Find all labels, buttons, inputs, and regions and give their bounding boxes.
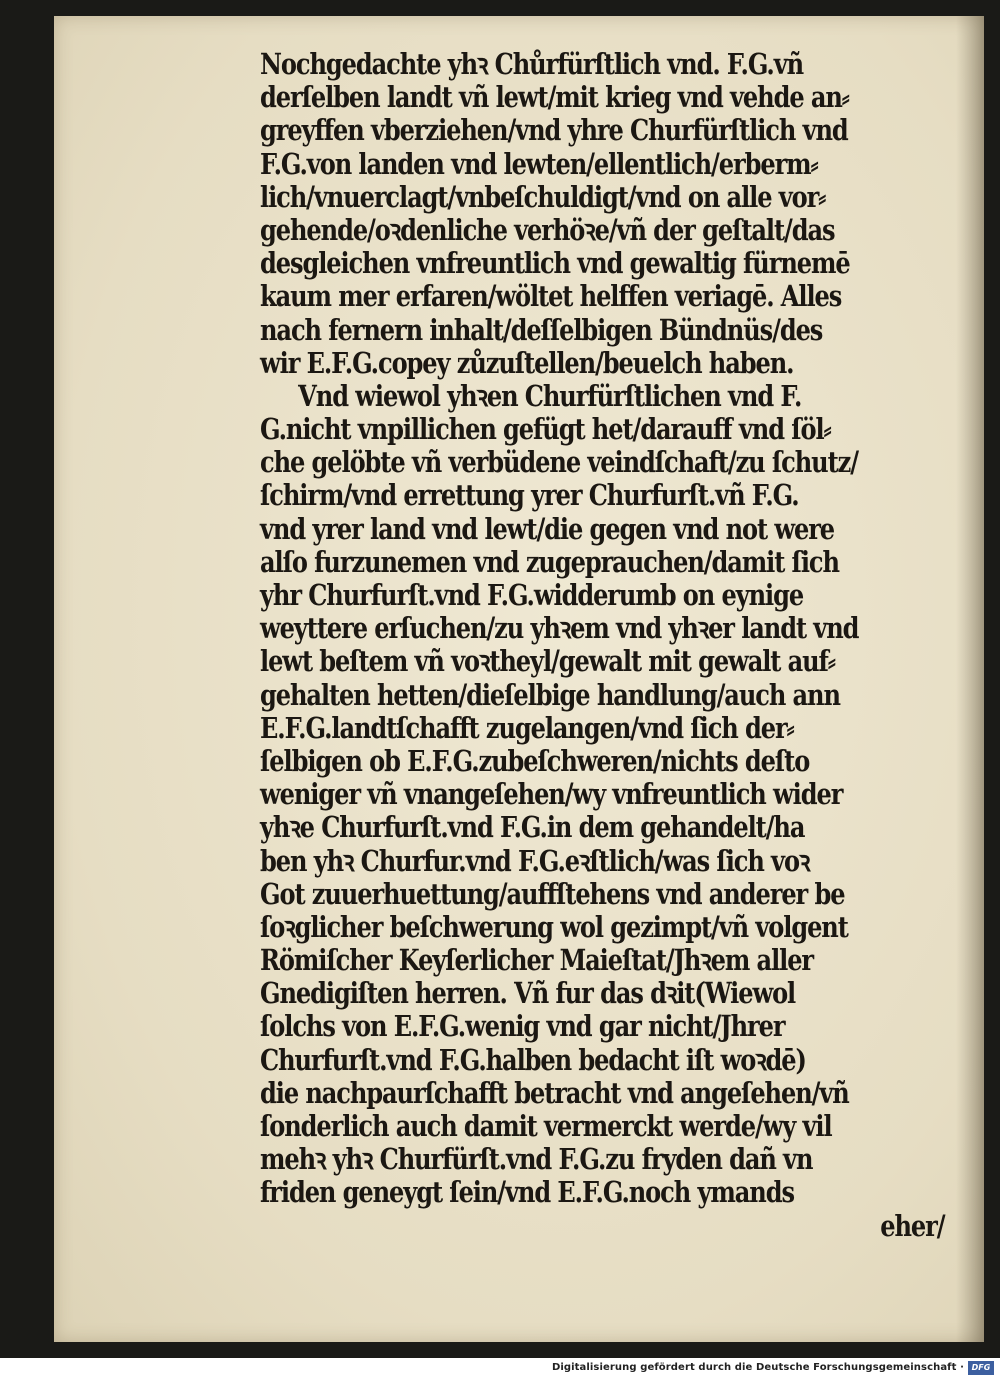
text-line-20: gehalten hetten/dieſelbige handlung/auch ann [260,677,840,712]
page-text [260,48,966,1243]
dfg-logo-icon: DFG [968,1361,994,1375]
text-line-12: G.nicht vnpillichen gefügt het/darauff vnd ſöl⸗ [260,412,831,447]
text-line-24: yhꝛe Churfurſt.vnd F.G.in dem gehandelt/ha [260,810,805,845]
text-line-10: wir E.F.G.copey zůzuſtellen/beuelch haben. [260,345,794,380]
book-page [54,16,984,1342]
text-line-6: gehende/oꝛdenliche verhöꝛe/vñ der geſtalt/das [260,212,835,247]
text-line-15: vnd yrer land vnd lewt/die gegen vnd not were [260,511,835,546]
text-line-28: Römiſcher Keyſerlicher Maieſtat/Jhꝛem aller [260,943,814,978]
text-line-19: lewt beſtem vñ voꝛtheyl/gewalt mit gewalt auf⸗ [260,644,835,679]
text-line-2: derſelben landt vñ lewt/mit krieg vnd vehde an⸗ [260,80,849,115]
text-line-27: ſoꝛglicher beſchwerung wol gezimpt/vñ volgent [260,909,848,944]
text-line-3: greyffen vberziehen/vnd yhre Churfürſtlich vnd [260,113,848,148]
text-line-31: Churfurſt.vnd F.G.halben bedacht iſt woꝛdē) [260,1042,806,1077]
text-line-26: Got zuuerhuettung/auffſtehens vnd anderer be [260,876,845,911]
catchword: eher/ [880,1208,945,1243]
text-line-33: ſonderlich auch damit vermerckt werde/wy vil [260,1109,832,1143]
text-line-30: ſolchs von E.F.G.wenig vnd gar nicht/Jhrer [260,1009,785,1044]
text-line-9: nach fernern inhalt/deſſelbigen Bündnüs/des [260,312,823,347]
footer-bar [0,1358,1000,1379]
text-line-8: kaum mer erfaren/wöltet helffen veriagē. Alles [260,279,842,314]
text-line-29: Gnedigiſten herren. Vñ fur das dꝛit(Wiewol [260,976,796,1011]
text-line-34: mehꝛ yhꝛ Churfürſt.vnd F.G.zu fryden dañ vn [260,1142,813,1177]
text-line-16: alſo furzunemen vnd zugeprauchen/damit ſich [260,544,839,579]
text-line-7: desgleichen vnfreuntlich vnd gewaltig fürnemē [260,246,850,281]
text-line-25: ben yhꝛ Churfur.vnd F.G.eꝛſtlich/was ſich voꝛ [260,843,810,878]
text-line-13: che gelöbte vñ verbüdene veindſchaft/zu ſchutz/ [260,445,858,480]
text-line-21: E.F.G.landtſchafft zugelangen/vnd ſich der⸗ [260,710,794,745]
text-line-35: friden geneygt ſein/vnd E.F.G.noch ymands [260,1175,794,1210]
footer-credit: Digitalisierung gefördert durch die Deutsche Forschungsgemeinschaft · [551,1362,964,1373]
text-line-5: lich/vnuerclagt/vnbeſchuldigt/vnd on alle vor⸗ [260,179,826,214]
text-line-17: yhr Churfurſt.vnd F.G.widderumb on eynige [260,578,804,612]
text-line-18: weyttere erſuchen/zu yhꝛem vnd yhꝛer landt vnd [260,611,859,646]
text-line-14: ſchirm/vnd errettung yrer Churfurſt.vñ F.G. [260,478,799,513]
text-line-22: ſelbigen ob E.F.G.zubeſchweren/nichts deſto [260,743,810,778]
text-line-23: weniger vñ vnangeſehen/wy vnfreuntlich wider [260,777,843,812]
text-line-1: Nochgedachte yhꝛ Chůrfürſtlich vnd. F.G.vñ [260,47,804,81]
text-line-11: Vnd wiewol yhꝛen Churfürſtlichen vnd F. [298,378,802,413]
text-line-4: F.G.von landen vnd lewten/ellentlich/erberm⸗ [260,146,818,181]
text-line-32: die nachpaurſchafft betracht vnd angeſehen/vñ [260,1075,849,1110]
